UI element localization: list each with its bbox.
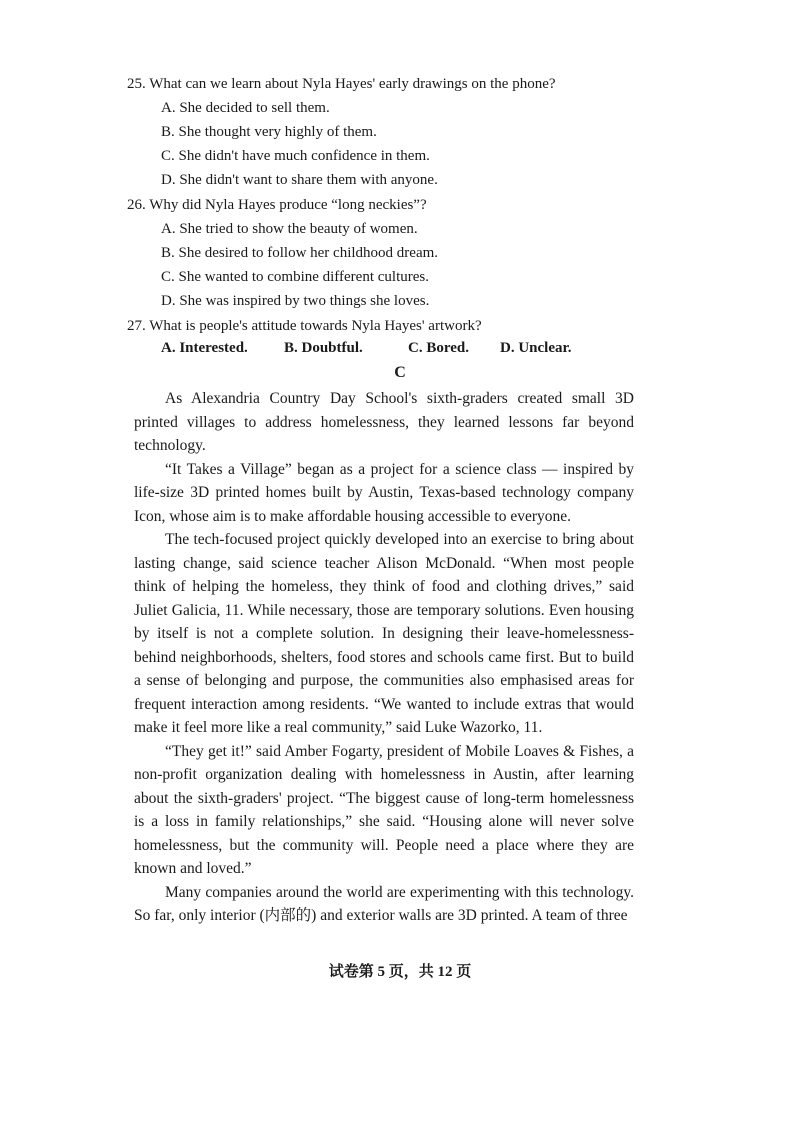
question-27-option-b: B. Doubtful. [284, 340, 363, 356]
question-25-option-d: D. She didn't want to share them with anyone. [161, 172, 438, 188]
passage-paragraph: “They get it!” said Amber Fogarty, president of Mobile Loaves & Fishes, a non-profit organization dealing with homelessness in Austin, after learning about the sixth-graders' project. “The biggest cause of long-term homelessness is a loss in family relationships,” she said. “Housing alone will never solve homelessness, but the community will. People need a place where they are known and loved.” [134, 742, 634, 877]
question-27-stem: 27. What is people's attitude towards Nyla Hayes' artwork? [127, 318, 482, 334]
passage-paragraph: The tech-focused project quickly developed into an exercise to bring about lasting change, said science teacher Alison McDonald. “When most people think of helping the homeless, they think of food and clothing drives,” said Juliet Galicia, 11. While necessary, those are temporary solutions. Even housing by itself is not a complete solution. In designing their leave-homelessness-behind neighborhoods, shelters, food stores and schools came first. But to build a sense of belonging and purpose, the communities also emphasised areas for frequent interaction among residents. “We wanted to include extras that would make it feel more like a real community,” said Luke Wazorko, 11. [134, 531, 634, 736]
page-footer: 试卷第 5 页，共 12 页 [328, 964, 472, 980]
passage-paragraph: As Alexandria Country Day School's sixth-graders created small 3D printed villages to address homelessness, they learned lessons far beyond technology. [134, 390, 634, 454]
question-26-option-a: A. She tried to show the beauty of women. [161, 221, 418, 237]
question-27-option-c: C. Bored. [408, 340, 469, 356]
question-25-stem: 25. What can we learn about Nyla Hayes' early drawings on the phone? [127, 76, 556, 92]
section-heading: C [394, 364, 406, 381]
passage-paragraph: Many companies around the world are experimenting with this technology. So far, only interior (内部的) and exterior walls are 3D printed. A team of three [134, 883, 634, 924]
question-25-option-a: A. She decided to sell them. [161, 100, 330, 116]
question-26-stem: 26. Why did Nyla Hayes produce “long neckies”? [127, 197, 427, 213]
reading-passage [134, 387, 634, 928]
question-27-option-d: D. Unclear. [500, 340, 572, 356]
question-25-option-c: C. She didn't have much confidence in them. [161, 148, 430, 164]
passage-paragraph: “It Takes a Village” began as a project for a science class — inspired by life-size 3D printed homes built by Austin, Texas-based technology company Icon, whose aim is to make affordable housing accessible to everyone. [134, 460, 634, 525]
question-25-option-b: B. She thought very highly of them. [161, 124, 377, 140]
question-26-option-d: D. She was inspired by two things she loves. [161, 293, 430, 309]
question-26-option-b: B. She desired to follow her childhood dream. [161, 245, 439, 261]
question-26-option-c: C. She wanted to combine different cultures. [161, 269, 429, 285]
question-27-option-a: A. Interested. [161, 340, 248, 356]
